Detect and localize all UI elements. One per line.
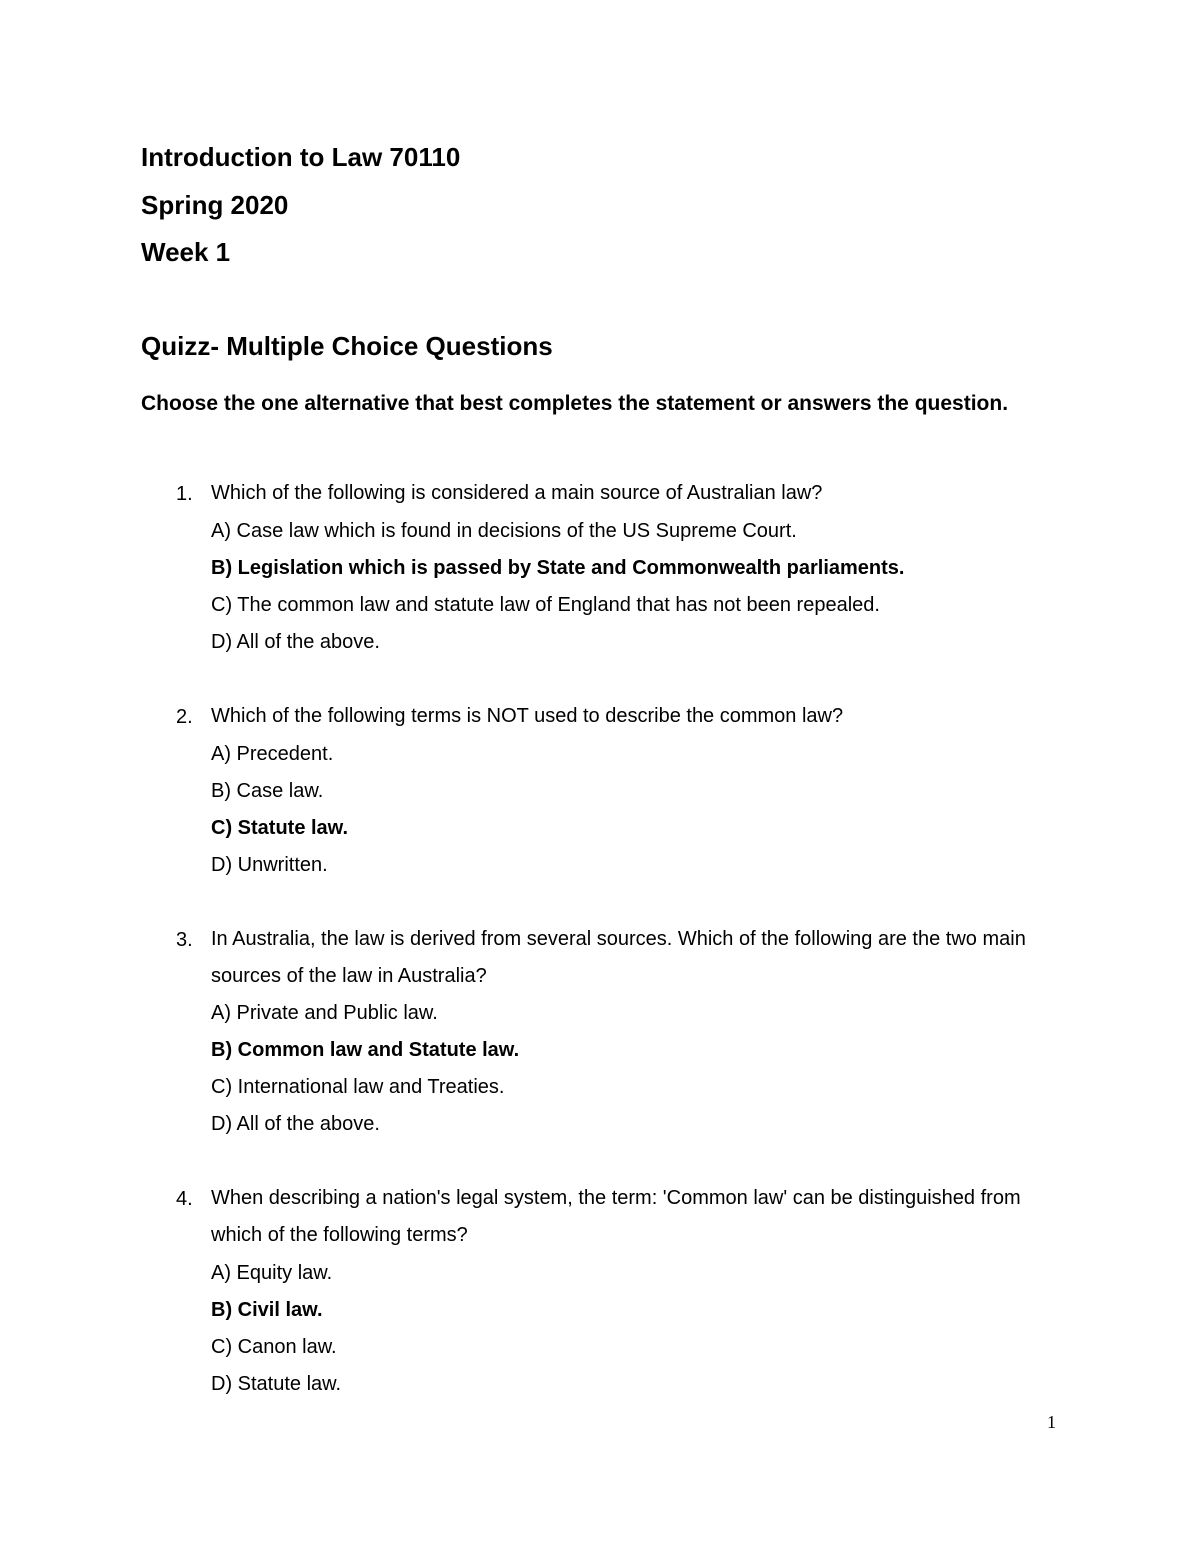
option-c: C) Canon law. [211,1336,337,1358]
option-a: A) Precedent. [211,743,334,765]
question-text: Which of the following terms is NOT used to describe the common law? [211,705,844,727]
option-b-correct: B) Legislation which is passed by State and Commonwealth parliaments. [211,557,905,579]
option-a: A) Equity law. [211,1262,333,1284]
question-number: 1. [176,483,193,505]
course-title: Introduction to Law 70110 [141,142,461,172]
option-a: A) Case law which is found in decisions of the US Supreme Court. [211,520,797,542]
option-a: A) Private and Public law. [211,1002,438,1024]
question-text: In Australia, the law is derived from several sources. Which of the following are the two main sources of the law in Australia? [211,928,1026,987]
week-heading: Week 1 [141,237,231,267]
option-b-correct: B) Civil law. [211,1299,323,1321]
option-d: D) All of the above. [211,1113,380,1135]
question-number: 4. [176,1188,193,1210]
option-c: C) The common law and statute law of England that has not been repealed. [211,594,880,616]
option-d: D) Unwritten. [211,854,328,876]
option-b-correct: B) Common law and Statute law. [211,1039,520,1061]
option-c-correct: C) Statute law. [211,817,349,839]
question-text: Which of the following is considered a main source of Australian law? [211,482,823,504]
question-number: 3. [176,929,193,951]
page-number: 1 [1047,1412,1056,1432]
option-d: D) All of the above. [211,631,380,653]
question-text: When describing a nation's legal system, the term: 'Common law' can be distinguished from which of the following terms? [211,1187,1021,1246]
option-d: D) Statute law. [211,1373,342,1395]
option-b: B) Case law. [211,780,324,802]
question-number: 2. [176,706,193,728]
term-heading: Spring 2020 [141,190,289,220]
option-c: C) International law and Treaties. [211,1076,505,1098]
instructions: Choose the one alternative that best completes the statement or answers the question. [141,392,1009,415]
quiz-title: Quizz- Multiple Choice Questions [141,331,553,361]
